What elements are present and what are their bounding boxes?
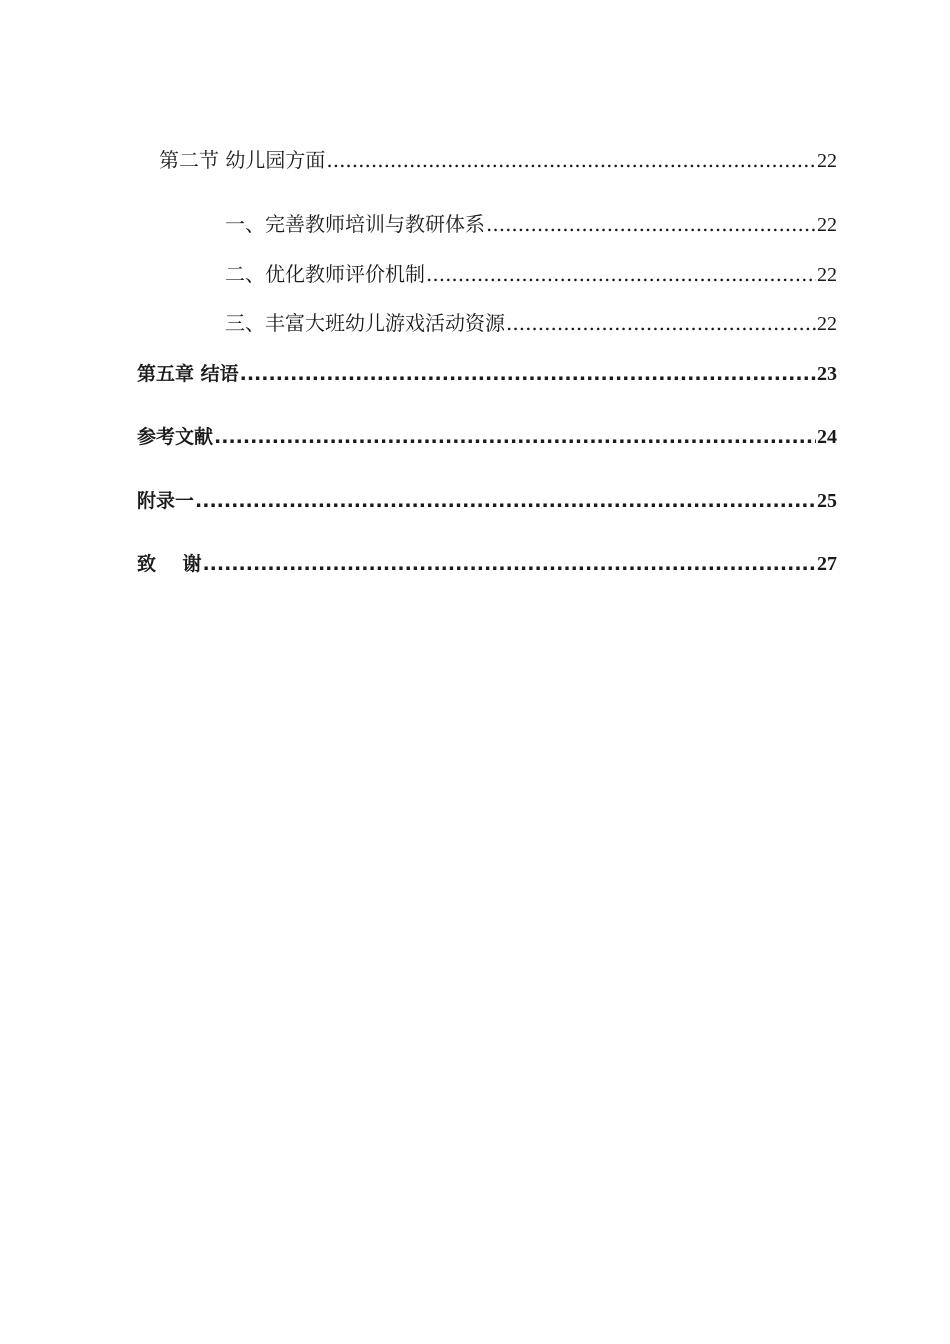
toc-entry-label: 二、优化教师评价机制	[225, 262, 425, 286]
toc-dot-leader	[195, 489, 816, 513]
toc-page-number: 27	[817, 553, 837, 575]
toc-entry-item-2[interactable]	[137, 262, 837, 287]
toc-entry-section-2[interactable]	[137, 148, 837, 173]
toc-dot-leader	[426, 262, 816, 286]
toc-dot-leader	[202, 552, 816, 576]
toc-page-number: 22	[817, 313, 837, 335]
toc-page-number: 22	[817, 264, 837, 286]
toc-page-number: 22	[817, 150, 837, 172]
toc-entry-label: 三、丰富大班幼儿游戏活动资源	[225, 311, 505, 335]
toc-dot-leader	[240, 362, 816, 386]
toc-entry-chapter-5[interactable]	[137, 362, 837, 386]
toc-entry-item-1[interactable]	[137, 212, 837, 237]
toc-page-number: 24	[817, 426, 837, 448]
toc-dot-leader	[326, 148, 816, 172]
toc-entry-label: 附录一	[137, 490, 195, 512]
toc-page-number: 25	[817, 490, 837, 512]
toc-entry-acknowledgements[interactable]	[137, 552, 837, 576]
toc-entry-label: 第五章 结语	[137, 363, 239, 385]
toc-entry-label: 第二节 幼儿园方面	[159, 148, 326, 172]
toc-dot-leader	[214, 425, 816, 449]
toc-entry-label: 参考文献	[137, 426, 214, 448]
toc-page-number: 23	[817, 363, 837, 385]
toc-page-number: 22	[817, 214, 837, 236]
toc-dot-leader	[486, 212, 816, 236]
toc-entry-item-3[interactable]	[137, 311, 837, 336]
toc-entry-label: 致 谢	[137, 553, 202, 575]
toc-entry-appendix-1[interactable]	[137, 489, 837, 513]
toc-dot-leader	[506, 311, 816, 335]
toc-entry-label: 一、完善教师培训与教研体系	[225, 212, 485, 236]
toc-entry-references[interactable]	[137, 425, 837, 449]
